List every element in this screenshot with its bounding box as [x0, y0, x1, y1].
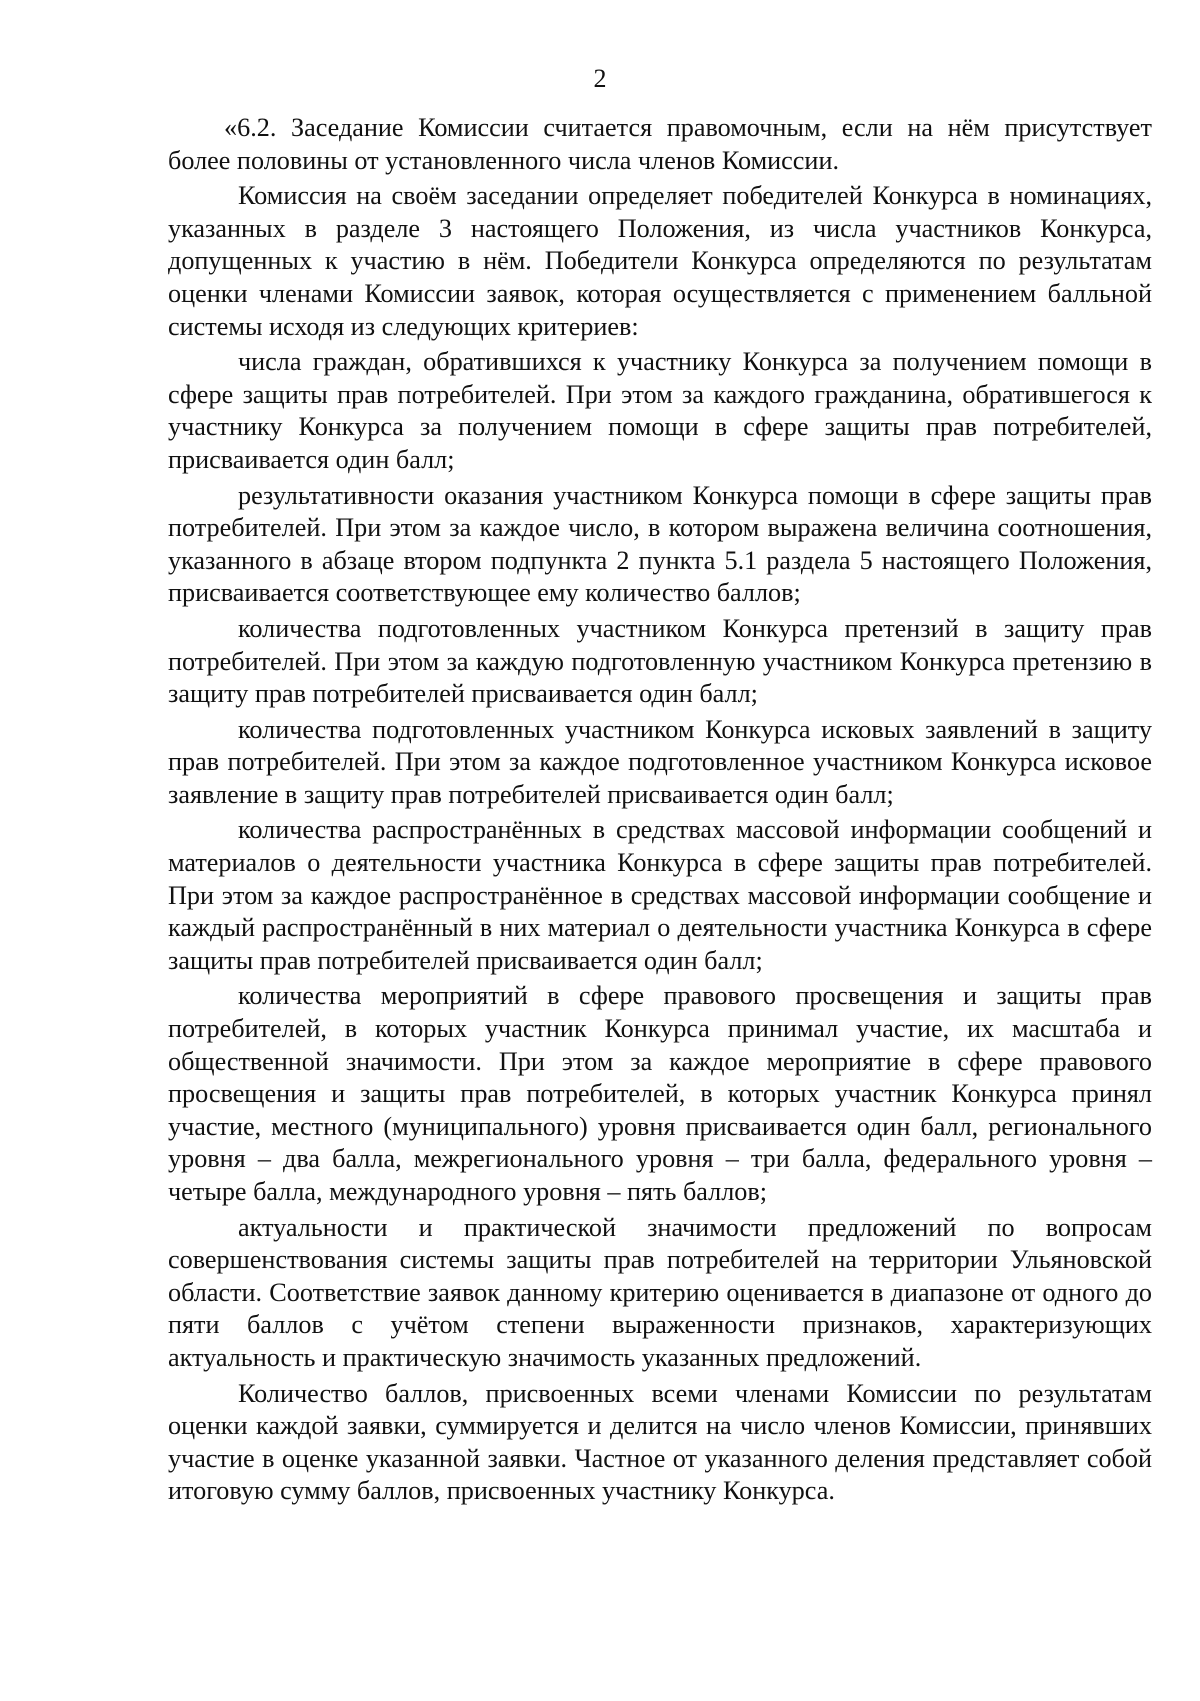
paragraph-criterion-events: количества мероприятий в сфере правового просвещения и защиты прав потребителей, в которых участник Конкурса принимал участие, их масштаба и общественной значимости. При этом за каждое мероприятие в сфере правового просвещения и защиты прав потребителей, в которых участник Конкурса принял участие, местного (муниципального) уровня присваивается один балл, регионального уровня – два балла, межрегионального уровня – три балла, федерального уровня – четыре балла, международного уровня – пять баллов;	[168, 981, 1152, 1206]
page-number: 2	[593, 64, 607, 93]
paragraph-criterion-proposals: актуальности и практической значимости предложений по вопросам совершенствования системы защиты прав потребителей на территории Ульяновской области. Соответствие заявок данному критерию оценивается в диапазоне от одного до пяти баллов с учётом степени выраженности признаков, характеризующих актуальность и практическую значимость указанных предложений.	[168, 1212, 1152, 1372]
paragraph-scoring-total: Количество баллов, присвоенных всеми членами Комиссии по результатам оценки каждой заявки, суммируется и делится на число членов Комиссии, принявших участие в оценке указанной заявки. Частное от указанного деления представляет собой итоговую сумму баллов, присвоенных участнику Конкурса.	[168, 1378, 1152, 1506]
paragraph-commission-criteria: Комиссия на своём заседании определяет победителей Конкурса в номинациях, указанных в разделе 3 настоящего Положения, из числа участников Конкурса, допущенных к участию в нём. Победители Конкурса определяются по результатам оценки членами Комиссии заявок, которая осуществляется с применением балльной системы исходя из следующих критериев:	[168, 181, 1152, 341]
paragraph-criterion-lawsuits: количества подготовленных участником Конкурса исковых заявлений в защиту прав потребителей. При этом за каждое подготовленное участником Конкурса исковое заявление в защиту прав потребителей присваивается один балл;	[168, 714, 1152, 809]
document-body	[168, 112, 1152, 1511]
paragraph-criterion-effectiveness: результативности оказания участником Конкурса помощи в сфере защиты прав потребителей. При этом за каждое число, в котором выражена величина соотношения, указанного в абзаце втором подпункта 2 пункта 5.1 раздела 5 настоящего Положения, присваивается соответствующее ему количество баллов;	[168, 480, 1152, 608]
paragraph-quorum: «6.2. Заседание Комиссии считается правомочным, если на нём присутствует более половины от установленного числа членов Комиссии.	[168, 113, 1152, 175]
paragraph-criterion-citizens: числа граждан, обратившихся к участнику Конкурса за получением помощи в сфере защиты прав потребителей. При этом за каждого гражданина, обратившегося к участнику Конкурса за получением помощи в сфере защиты прав потребителей, присваивается один балл;	[168, 347, 1152, 474]
paragraph-criterion-media: количества распространённых в средствах массовой информации сообщений и материалов о деятельности участника Конкурса в сфере защиты прав потребителей. При этом за каждое распространённое в средствах массовой информации сообщение и каждый распространённый в них материал о деятельности участника Конкурса в сфере защиты прав потребителей присваивается один балл;	[168, 815, 1152, 975]
paragraph-criterion-claims: количества подготовленных участником Конкурса претензий в защиту прав потребителей. При этом за каждую подготовленную участником Конкурса претензию в защиту прав потребителей присваивается один балл;	[168, 613, 1152, 709]
